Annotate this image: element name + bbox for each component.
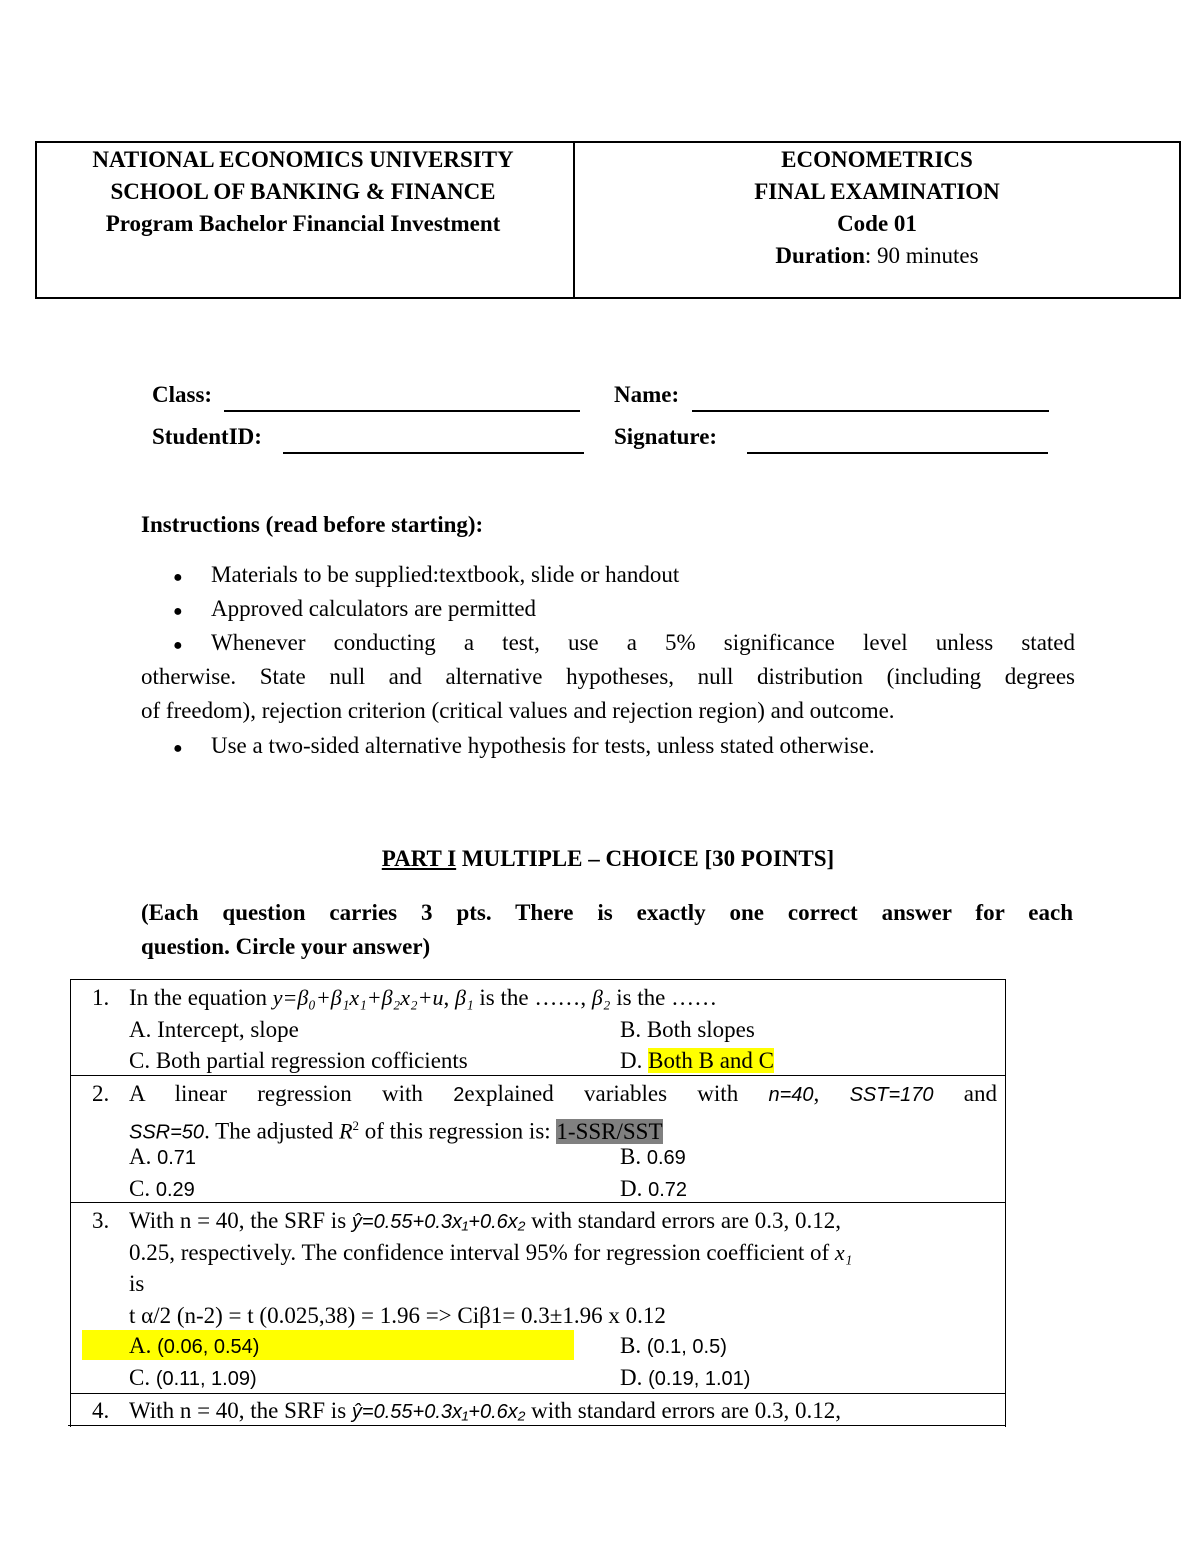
highlighted-answer: Both B and C [648,1048,774,1073]
question-1-text: In the equation y=β₀+β₁x₁+β₂x₂+u, β₁ is the ……, β₂ is the …… [129,985,718,1010]
exam-title: FINAL EXAMINATION [754,179,1000,204]
option-a[interactable]: A. (0.06, 0.54) [129,1333,260,1358]
instruction-text-cont: of freedom), rejection criterion (critical values and rejection region) and outcome. [141,698,895,723]
regression-equation: y=β₀+β₁x₁+β₂x₂+u [272,985,444,1010]
school-name: SCHOOL OF BANKING & FINANCE [110,179,496,204]
instruction-item [173,626,183,663]
course-name: ECONOMETRICS [781,147,973,172]
bullet-icon: ● [173,569,183,586]
option-c[interactable]: C. Both partial regression cofficients [129,1048,468,1073]
name-label: Name: [614,382,680,407]
srf-equation: ŷ=0.55+0.3x₁+0.6x₂ [351,1211,526,1233]
part-name: MULTIPLE – CHOICE [30 POINTS] [456,846,835,871]
instruction-text: Whenever conducting a test, use a 5% significance level unless stated [211,630,1075,655]
class-field[interactable] [224,384,580,412]
option-a[interactable]: A. Intercept, slope [129,1017,299,1042]
duration-label: Duration [775,243,865,268]
question-3-line3: is [129,1271,145,1296]
option-b[interactable]: B. 0.69 [620,1144,686,1169]
instruction-item [173,558,183,595]
option-c[interactable]: C. (0.11, 1.09) [129,1365,257,1390]
instruction-text: Materials to be supplied:textbook, slide or handout [211,562,680,587]
bullet-icon: ● [173,740,183,757]
duration-value: : 90 minutes [864,243,979,268]
student-id-field[interactable] [283,426,584,454]
bullet-icon: ● [173,603,183,620]
question-number: 4. [92,1398,110,1423]
question-4-line1: With n = 40, the SRF is ŷ=0.55+0.3x₁+0.6x₂ with standard errors are 0.3, 0.12, [129,1398,841,1423]
option-b[interactable]: B. (0.1, 0.5) [620,1333,727,1358]
option-d[interactable]: D. 0.72 [620,1176,688,1201]
part-note-line1: (Each question carries 3 pts. There is exactly one correct answer for each [141,900,1073,925]
part-note-line2: question. Circle your answer) [141,934,431,959]
option-d[interactable]: D. (0.19, 1.01) [620,1365,751,1390]
option-b[interactable]: B. Both slopes [620,1017,755,1042]
option-c[interactable]: C. 0.29 [129,1176,195,1201]
instruction-text-cont: otherwise. State null and alternative hypotheses, null distribution (including degrees [141,664,1075,689]
option-a[interactable]: A. 0.71 [129,1144,197,1169]
class-label: Class: [152,382,213,407]
instruction-item [173,729,183,766]
instructions-title: Instructions (read before starting): [141,512,484,537]
question-number: 2. [92,1081,110,1106]
signature-label: Signature: [614,424,718,449]
question-number: 3. [92,1208,110,1233]
student-id-label: StudentID: [152,424,262,449]
option-d[interactable]: D. Both B and C [620,1048,774,1073]
instruction-text: Approved calculators are permitted [211,596,537,621]
question-number: 1. [92,985,110,1010]
annotation-highlight: 1-SSR/SST [556,1118,663,1144]
question-2-line1: A linear regression with 2explained variables with n=40, SST=170 and [129,1081,998,1106]
part-number: PART I [381,846,457,871]
exam-code: Code 01 [837,211,917,236]
question-3-line2: 0.25, respectively. The confidence interval 95% for regression coefficient of x₁ [129,1240,853,1265]
question-3-line1: With n = 40, the SRF is ŷ=0.55+0.3x₁+0.6x₂ with standard errors are 0.3, 0.12, [129,1208,841,1233]
instruction-item [173,592,183,629]
question-2-line2: SSR=50. The adjusted $R^2$ of this regression is: 1-SSR/SST [129,1118,663,1144]
university-name: NATIONAL ECONOMICS UNIVERSITY [92,147,514,172]
exam-duration [573,240,1181,272]
signature-field[interactable] [747,426,1048,454]
bullet-icon: ● [173,637,183,654]
instruction-text: Use a two-sided alternative hypothesis for tests, unless stated otherwise. [211,733,875,758]
name-field[interactable] [692,384,1049,412]
program-name: Program Bachelor Financial Investment [105,211,501,236]
srf-equation: ŷ=0.55+0.3x₁+0.6x₂ [351,1401,526,1423]
part-title [0,846,1200,872]
question-3-working: t α/2 (n-2) = t (0.025,38) = 1.96 => Ciβ1= 0.3±1.96 x 0.12 [129,1303,666,1328]
